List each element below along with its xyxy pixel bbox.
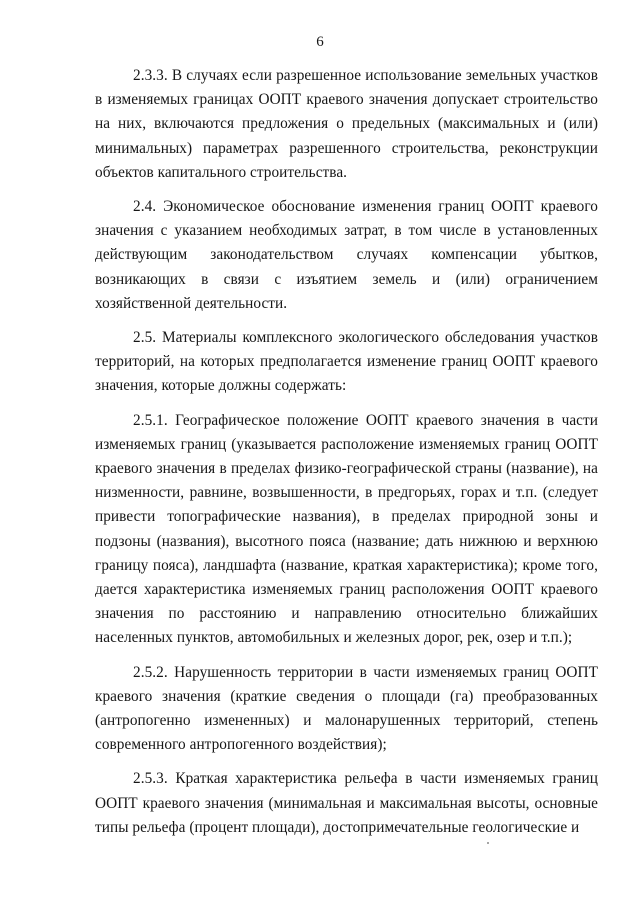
paragraph-2-5: 2.5. Материалы комплексного экологического обследования участков территорий, на которых предполагается изменение границ ООПТ краевого значения, которые должны содержать:: [95, 329, 598, 395]
scan-speck: [487, 842, 489, 844]
paragraph-2-5-1: 2.5.1. Географическое положение ООПТ краевого значения в части изменяемых границ (указывается расположение изменяемых границ ООПТ краевого значения в пределах физико-географической страны (название), на низменности, равнине, возвышенности, в предгорьях, горах и т.п. (следует привести топографические названия), в пределах природной зоны и подзоны (названия), высотного пояса (название; дать нижнюю и верхнюю границу пояса), ландшафта (название, краткая характеристика); кроме того, дается характеристика изменяемых границ расположения ООПТ краевого значения по расстоянию и направлению относительно ближайших населенных пунктов, автомобильных и железных дорог, рек, озер и т.п.);: [95, 411, 598, 647]
page-number: 6: [316, 34, 324, 50]
paragraph-2-3-3: 2.3.3. В случаях если разрешенное использование земельных участков в изменяемых границах ООПТ краевого значения допускает строительство на них, включаются предложения о предельных (максимальных и (или) минимальных) параметрах разрешенного строительства, реконструкции объектов капитального строительства.: [95, 67, 598, 181]
paragraph-2-4: 2.4. Экономическое обоснование изменения границ ООПТ краевого значения с указанием необходимых затрат, в том числе в установленных действующим законодательством случаях компенсации убытков, возникающих в связи с изъятием земель и (или) ограничением хозяйственной деятельности.: [95, 198, 598, 312]
paragraph-2-5-2: 2.5.2. Нарушенность территории в части изменяемых границ ООПТ краевого значения (краткие сведения о площади (га) преобразованных (антропогенно измененных) и малонарушенных территорий, степень современного антропогенного воздействия);: [95, 663, 598, 754]
body-text: [95, 64, 598, 850]
paragraph-2-5-3: 2.5.3. Краткая характеристика рельефа в части изменяемых границ ООПТ краевого значения (минимальная и максимальная высоты, основные типы рельефа (процент площади), достопримечательные геологические и: [95, 770, 598, 836]
